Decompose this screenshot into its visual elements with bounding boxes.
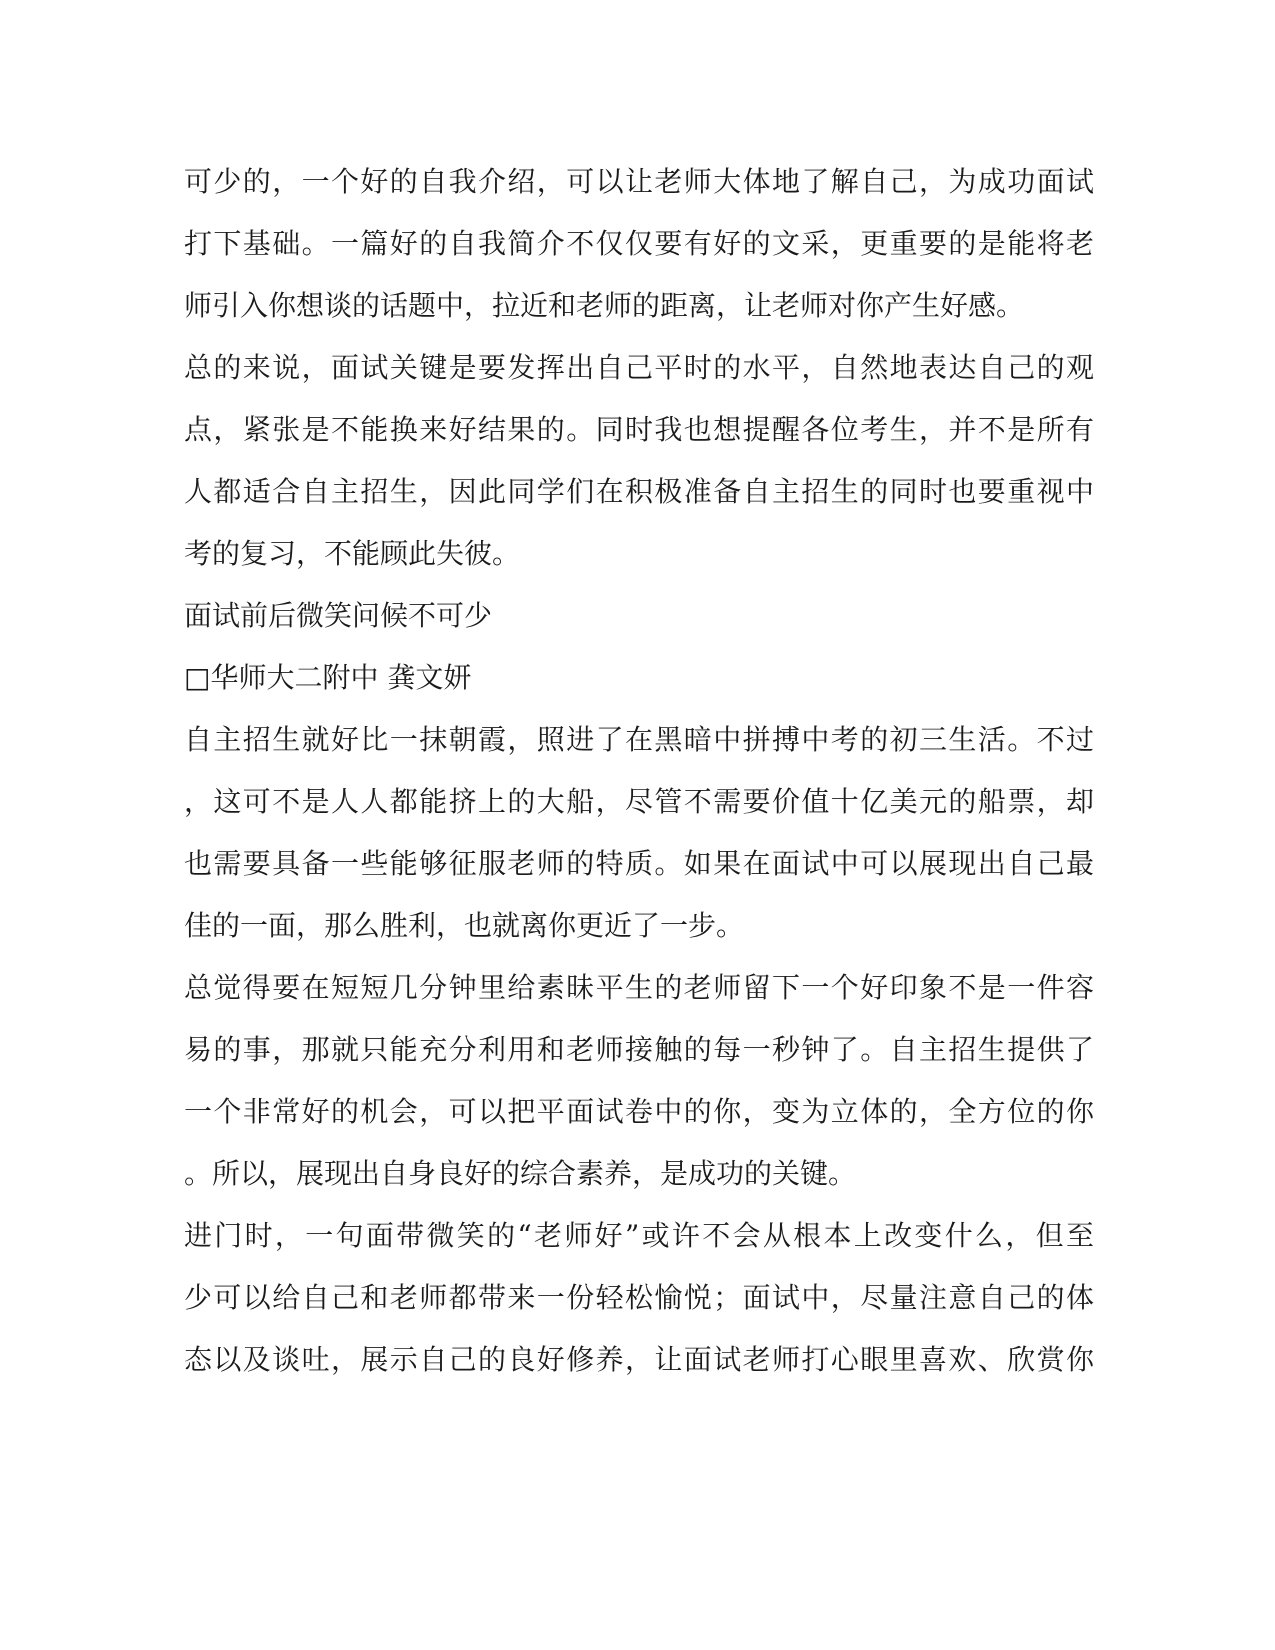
text-line: 佳的一面，那么胜利，也就离你更近了一步。 [184, 909, 745, 942]
text-line: 。所以，展现出自身良好的综合素养，是成功的关键。 [184, 1157, 857, 1190]
text-line: 进门时，一句面带微笑的“老师好”或许不会从根本上改变什么，但至 [184, 1219, 1094, 1252]
text-line: 易的事，那就只能充分利用和老师接触的每一秒钟了。自主招生提供了 [184, 1033, 1094, 1066]
text-line: 态以及谈吐，展示自己的良好修养，让面试老师打心眼里喜欢、欣赏你 [184, 1343, 1094, 1376]
text-line: 一个非常好的机会，可以把平面试卷中的你，变为立体的，全方位的你 [184, 1095, 1094, 1128]
byline: □华师大二附中 龚文妍 [184, 661, 472, 694]
text-line: 人都适合自主招生，因此同学们在积极准备自主招生的同时也要重视中 [184, 475, 1094, 508]
text-line: 自主招生就好比一抹朝霞，照进了在黑暗中拼搏中考的初三生活。不过 [184, 723, 1094, 756]
text-line: 少可以给自己和老师都带来一份轻松愉悦；面试中，尽量注意自己的体 [184, 1281, 1094, 1314]
text-line: 总的来说，面试关键是要发挥出自己平时的水平，自然地表达自己的观 [184, 351, 1094, 384]
text-line: 师引入你想谈的话题中，拉近和老师的距离，让老师对你产生好感。 [184, 289, 1025, 322]
text-line: 考的复习，不能顾此失彼。 [184, 537, 521, 570]
text-line: 可少的，一个好的自我介绍，可以让老师大体地了解自己，为成功面试 [184, 165, 1094, 198]
text-line: 也需要具备一些能够征服老师的特质。如果在面试中可以展现出自己最 [184, 847, 1094, 880]
text-line: 点，紧张是不能换来好结果的。同时我也想提醒各位考生，并不是所有 [184, 413, 1094, 446]
text-line: 打下基础。一篇好的自我简介不仅仅要有好的文采，更重要的是能将老 [184, 227, 1094, 260]
section-heading: 面试前后微笑问候不可少 [184, 599, 493, 632]
text-line: 总觉得要在短短几分钟里给素昧平生的老师留下一个好印象不是一件容 [184, 971, 1094, 1004]
text-line: ，这可不是人人都能挤上的大船，尽管不需要价值十亿美元的船票，却 [184, 785, 1094, 818]
